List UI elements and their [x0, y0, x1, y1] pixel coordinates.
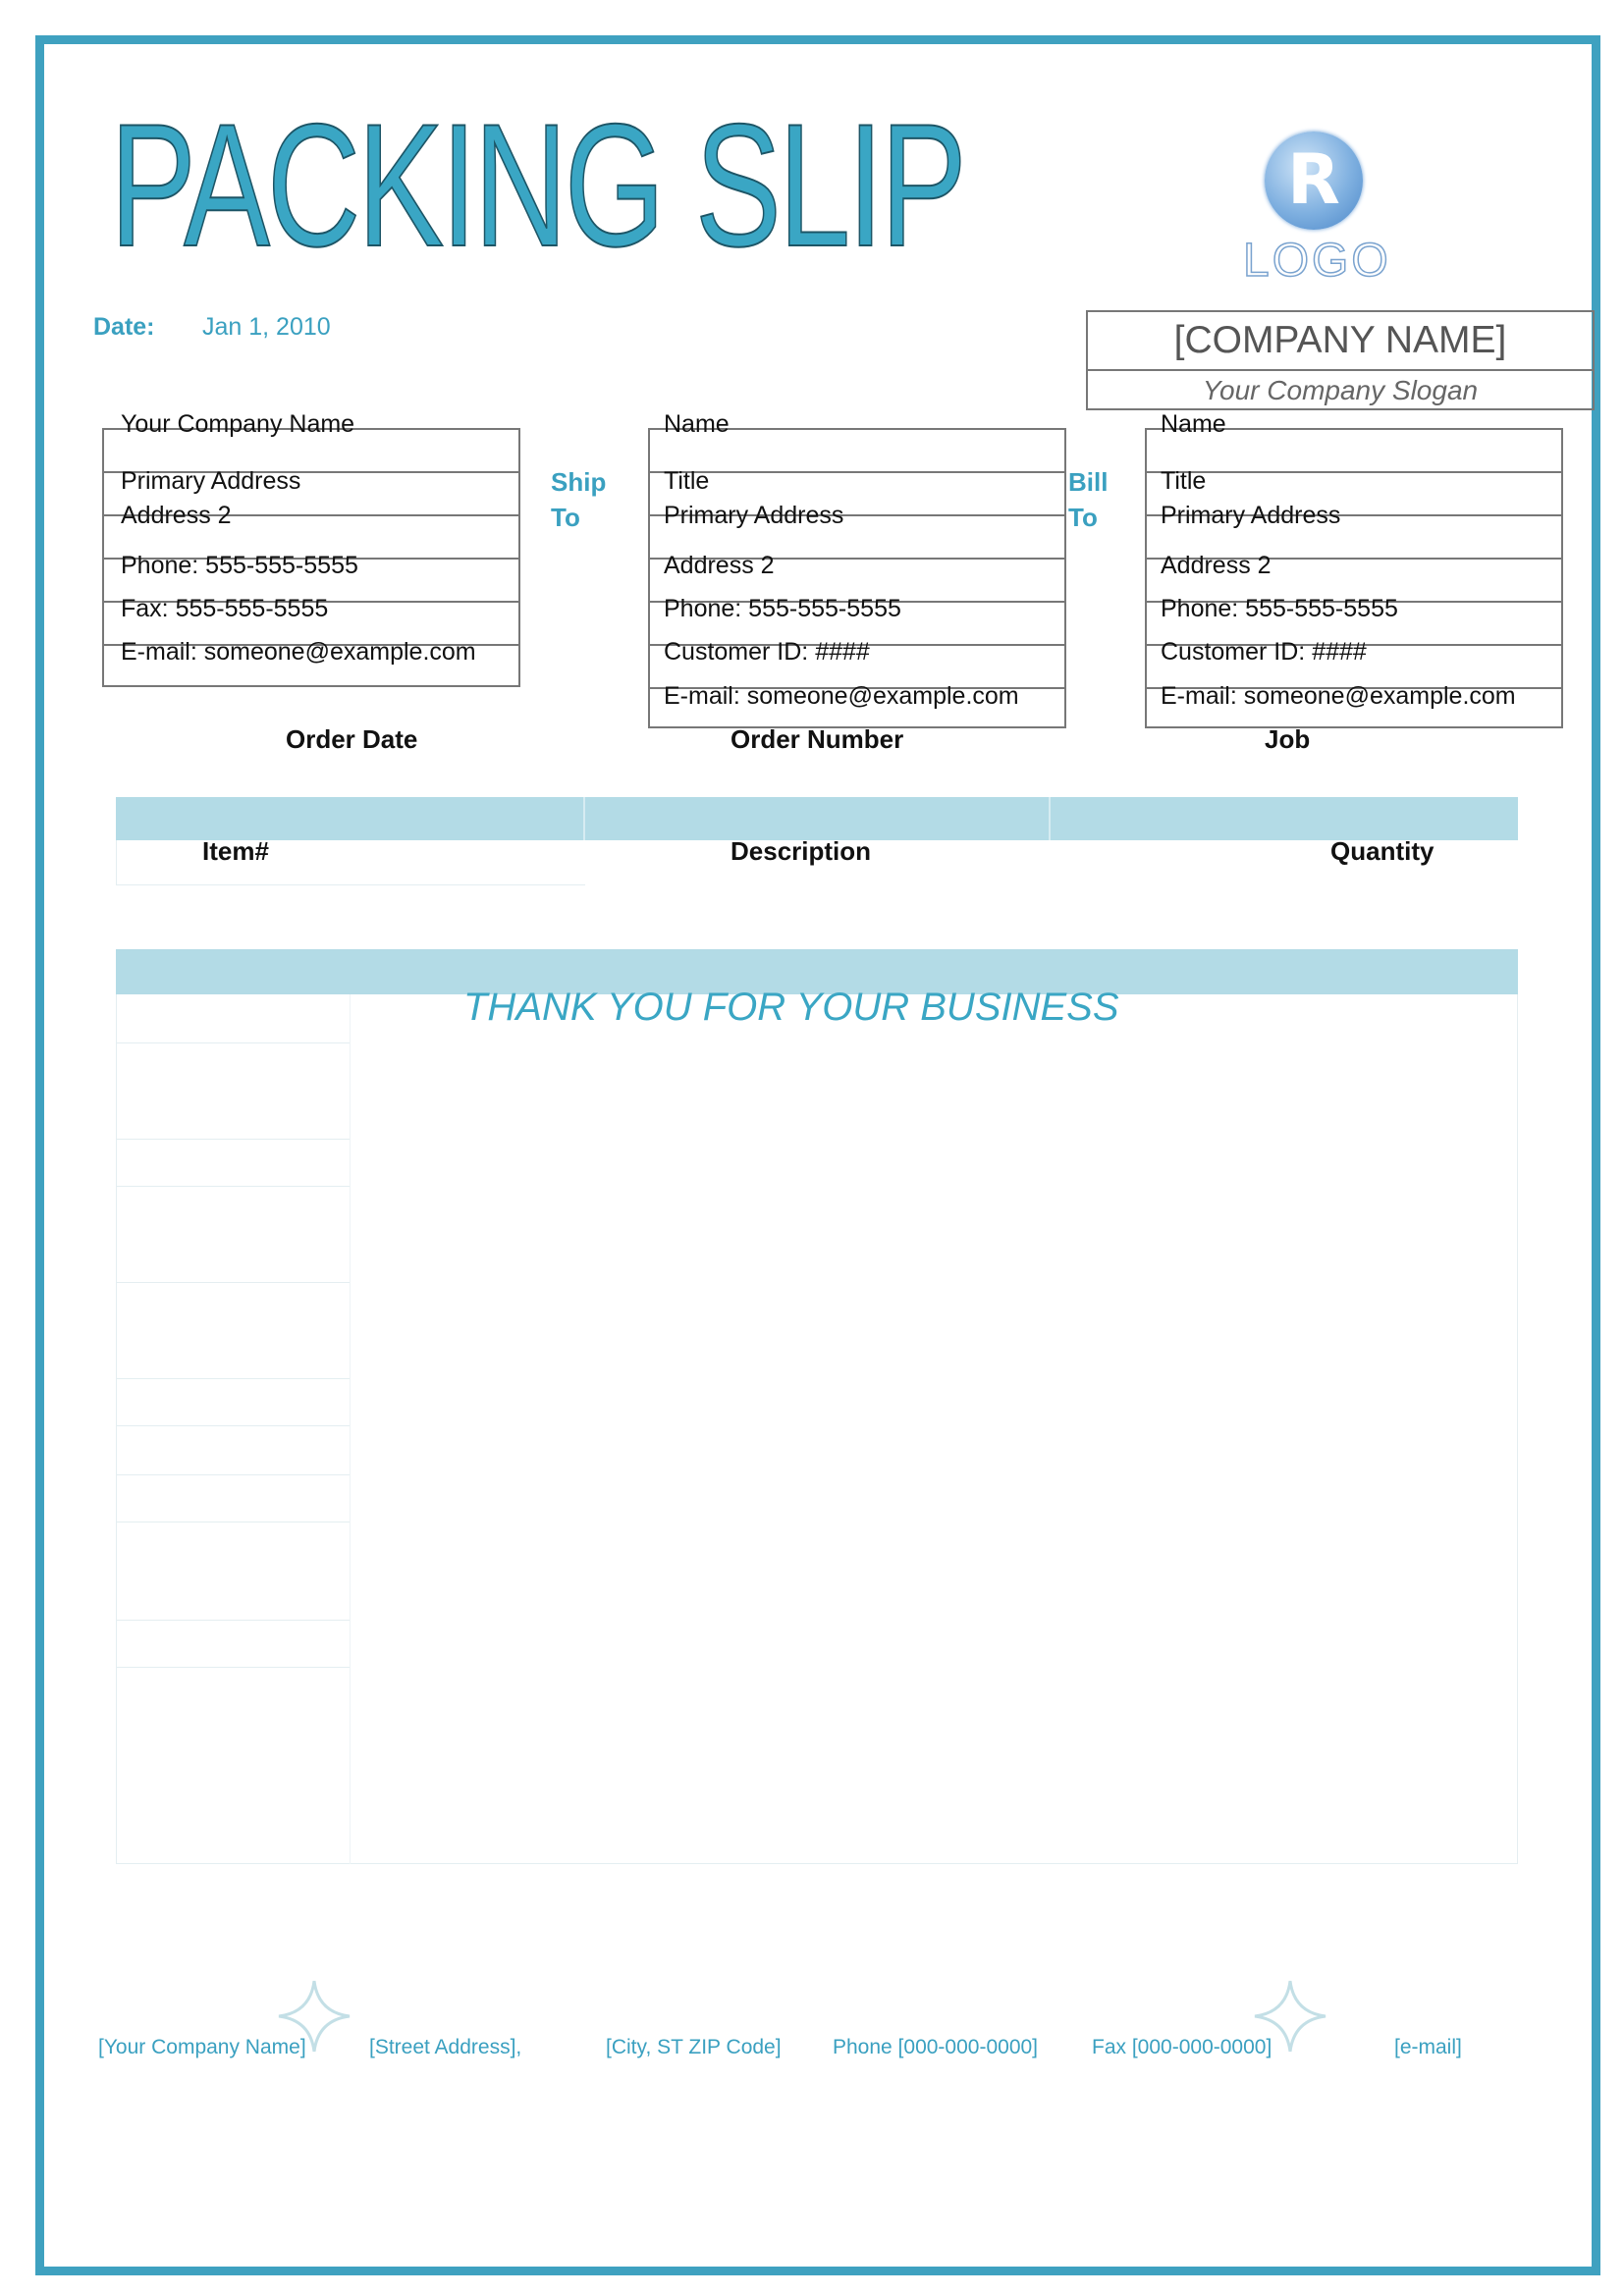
item-number-column: Item# — [202, 836, 269, 866]
footer-fax[interactable]: Fax [000-000-0000] — [1092, 2036, 1272, 2058]
ship-to-name[interactable]: Name — [664, 410, 730, 438]
ship-to-email[interactable]: E-mail: someone@example.com — [664, 682, 1019, 710]
company-slogan[interactable]: Your Company Slogan — [1202, 375, 1479, 405]
order-date-header: Order Date — [286, 724, 418, 754]
logo-text: LOGO — [1243, 235, 1391, 287]
registered-mark-icon: R — [1265, 132, 1363, 230]
order-number-header: Order Number — [731, 724, 904, 754]
sender-phone[interactable]: Phone: 555-555-5555 — [121, 552, 358, 579]
description-column: Description — [731, 836, 872, 866]
footer-phone[interactable]: Phone [000-000-0000] — [833, 2036, 1039, 2058]
date-value[interactable]: Jan 1, 2010 — [202, 313, 331, 341]
sender-primary-address[interactable]: Primary Address — [121, 467, 301, 495]
ship-to-customer-id[interactable]: Customer ID: #### — [664, 638, 870, 666]
bill-to-primary-address[interactable]: Primary Address — [1161, 502, 1341, 529]
sender-address-2[interactable]: Address 2 — [121, 502, 232, 529]
footer-city-state-zip[interactable]: [City, ST ZIP Code] — [606, 2036, 782, 2058]
sender-company-name[interactable]: Your Company Name — [121, 410, 355, 438]
job-header: Job — [1265, 724, 1311, 754]
bill-to-label: Bill — [1068, 467, 1109, 497]
ship-to-primary-address[interactable]: Primary Address — [664, 502, 844, 529]
footer-company-name[interactable]: [Your Company Name] — [98, 2036, 306, 2058]
bill-to-title[interactable]: Title — [1161, 467, 1207, 495]
items-body — [116, 994, 1518, 1864]
bill-to-address-2[interactable]: Address 2 — [1161, 552, 1272, 579]
sender-fax[interactable]: Fax: 555-555-5555 — [121, 595, 329, 622]
bill-to-label-2: To — [1068, 503, 1098, 532]
logo — [1237, 126, 1394, 293]
company-name-box — [1086, 310, 1595, 410]
ship-to-address-2[interactable]: Address 2 — [664, 552, 775, 579]
ship-to-label-2: To — [551, 503, 580, 532]
quantity-column: Quantity — [1330, 836, 1435, 866]
ship-to-title[interactable]: Title — [664, 467, 710, 495]
bill-to-name[interactable]: Name — [1161, 410, 1226, 438]
ship-to-label: Ship — [551, 467, 607, 497]
bill-to-email[interactable]: E-mail: someone@example.com — [1161, 682, 1516, 710]
company-name[interactable]: [COMPANY NAME] — [1088, 312, 1593, 371]
footer-email[interactable]: [e-mail] — [1394, 2036, 1462, 2058]
items-header-band — [116, 797, 1518, 840]
thank-you-message: THANK YOU FOR YOUR BUSINESS — [463, 986, 1119, 1029]
bill-to-customer-id[interactable]: Customer ID: #### — [1161, 638, 1367, 666]
ship-to-phone[interactable]: Phone: 555-555-5555 — [664, 595, 901, 622]
date-label: Date: — [93, 313, 155, 341]
page-title: PACKING SLIP — [110, 87, 964, 283]
footer-street-address[interactable]: [Street Address], — [369, 2036, 522, 2058]
bill-to-phone[interactable]: Phone: 555-555-5555 — [1161, 595, 1398, 622]
sender-email[interactable]: E-mail: someone@example.com — [121, 638, 476, 666]
